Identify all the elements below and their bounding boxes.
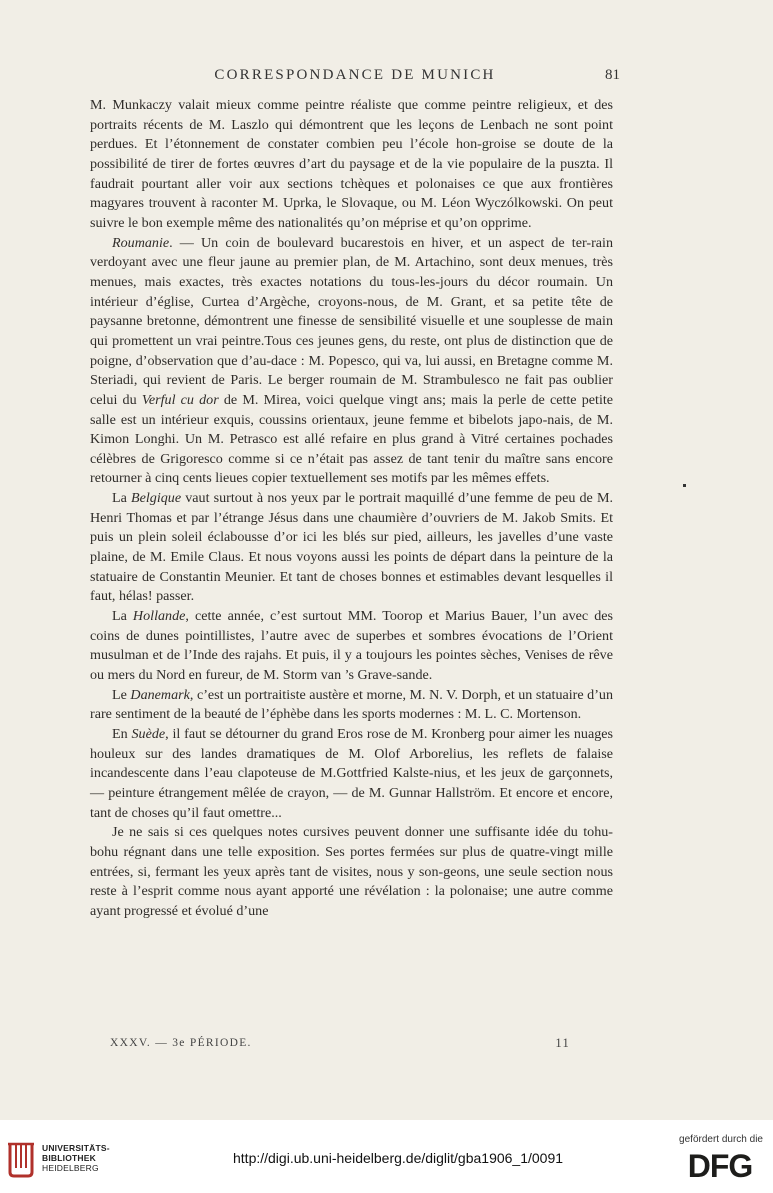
library-logo-icon [6,1138,36,1178]
dfg-logo-icon [679,1148,761,1182]
text-run: Le [112,686,131,703]
paragraph [90,96,613,234]
text-run: La [112,608,133,625]
page-number: 81 [605,67,620,83]
text-run: , il faut se détourner du grand Eros rose de M. Kronberg pour aimer les nuages houleux sur des landes dramatiques de M. Olof Arborelius, les reflets de falaise incandescente dans l’eau clapoteuse de M.Gottfried Kalste-nius, et les jeux de garçonnets, — peinture étrangement mêlée de crayon, — de M. Gunnar Hallström. Et encore et encore, tant de choses qu’il faut omettre... [90,726,613,821]
italic-term: Danemark [130,686,190,703]
article-body [90,96,613,922]
library-name-line: UNIVERSITÄTS- [42,1143,110,1153]
text-run: . — Un coin de boulevard bucarestois en hiver, et un aspect de ter-rain verdoyant avec une fleur jaune au premier plan, de M. Artachino, sont deux menues, très menues, mais exactes, très exactes notations du tous-les-jours du décor roumain. Un intérieur d’église, Curtea d’Argèche, croyons-nous, de M. Grant, et sa petite tête de paysanne bretonne, démontrent une finesse de sensibilité visuelle et une souplesse de main qui promettent un vrai peintre.Tous ces jeunes gens, du reste, ont plus de distinction que de poigne, d’observation que d’au-dace : M. Popesco, qui va, lui aussi, en Bretagne comme M. Steriadi, qui revient de Paris. Le berger roumain de M. Strambulesco ne fait pas oublier celui du [90,234,613,408]
library-name-line: BIBLIOTHEK [42,1153,96,1163]
text-run: M. Munkaczy valait mieux comme peintre réaliste que comme peintre religieux, et des portraits récents de M. Laszlo qui démontrent que les leçons de Lenbach ne sont point perdues. Et l’étonnement de constater combien peu l’école hon-groise se doute de la possibilité de tirer de fortes œuvres d’art du paysage et de la vie populaire de la puszta. Il faudrait pourtant aller voir aux sections tchèques et polonaises ce que aux frontières magyares trouvent à raconter M. Uprka, le Slovaque, ou M. Léon Wyczólkowski. On peut suivre le bon exemple même des nationalités qu’on méprise et qu’on opprime. [90,97,613,231]
italic-term: Hollande [132,608,186,625]
dfg-logo-text: DFG [687,1148,753,1182]
paragraph [90,725,613,823]
library-name-line: HEIDELBERG [42,1163,99,1173]
library-name [42,1143,110,1173]
permalink-url[interactable]: http://digi.ub.uni-heidelberg.de/diglit/gba1906_1/0091 [233,1150,564,1166]
italic-term: Roumanie [112,234,170,251]
digitization-bar [0,1120,773,1193]
text-run: , cette année, c’est surtout MM. Toorop et Marius Bauer, l’un avec des coins de dunes pointillistes, l’autre avec de superbes et sombres évocations de l’Orient musulman et de l’Inde des rajahs. Et puis, il y a toujours les pointes sèches, Venises de rêve ou mers du Nord en fureur, de M. Storm van ’s Grave-sande. [90,608,613,684]
signature-mark: 11 [555,1036,570,1050]
text-run: vaut surtout à nos yeux par le portrait maquillé d’une femme de peu de M. Henri Thomas et par l’étrange Jésus dans une chaumière d’ouvriers de M. Jakob Smits. Et puis un plein soleil éclabousse d’or ici les blés sur pied, ailleurs, les javelles d’une vaste plaine, de M. Emile Claus. Et nous voyons aussi les points de départ dans la peinture de la statuaire de Constantin Meunier. Et tant de choses bonnes et estimables devant lesquelles il faut, hélas! passer. [90,490,613,605]
paragraph [90,607,613,686]
text-run: Je ne sais si ces quelques notes cursives peuvent donner une suffisante idée du tohu-bohu régnant dans une telle exposition. Ses portes fermées sur plus de quatre-vingt mille entrées, si, fermant les yeux après tant de visites, nous y son-geons, une seule section nous reste à l’esprit comme nous ayant apporté une révélation : la polonaise; une autre comme ayant progressé et évolué d’une [90,824,613,919]
running-title: CORRESPONDANCE DE MUNICH [214,67,496,83]
paragraph [90,823,613,921]
paragraph [90,234,613,490]
text-run: de M. Mirea, voici quelque vingt ans; mais la perle de cette petite salle est un intérieur exquis, coussins orientaux, jeune femme et bibelots japo-nais, de M. Kimon Longhi. Un M. Petrasco est allé refaire en plus grand à Vitré certaines pochades célèbres de Grigoresco comme si ce n’était pas assez de tant tenir du maître sans encore retourner à cinq cents lieues copier textuellement ses motifs par les mêmes effets. [90,391,614,487]
text-run: En [112,726,132,742]
running-header [90,67,620,89]
text-run: , c’est un portraitiste austère et morne, M. N. V. Dorph, et un statuaire d’un rare sentiment de la beauté de l’éphèbe dans les sports modernes : M. L. C. Mortenson. [90,686,613,723]
paragraph [90,686,613,725]
funding-caption: gefördert durch die [679,1134,763,1145]
ink-speck [683,484,686,487]
italic-term: Belgique [131,490,182,507]
italic-term: Verful cu dor [141,391,219,408]
text-run: La [112,490,132,507]
italic-term: Suède [131,726,166,742]
paragraph [90,489,613,607]
printer-signature: XXXV. — 3e PÉRIODE. [110,1037,252,1049]
page-footer [110,1037,570,1055]
